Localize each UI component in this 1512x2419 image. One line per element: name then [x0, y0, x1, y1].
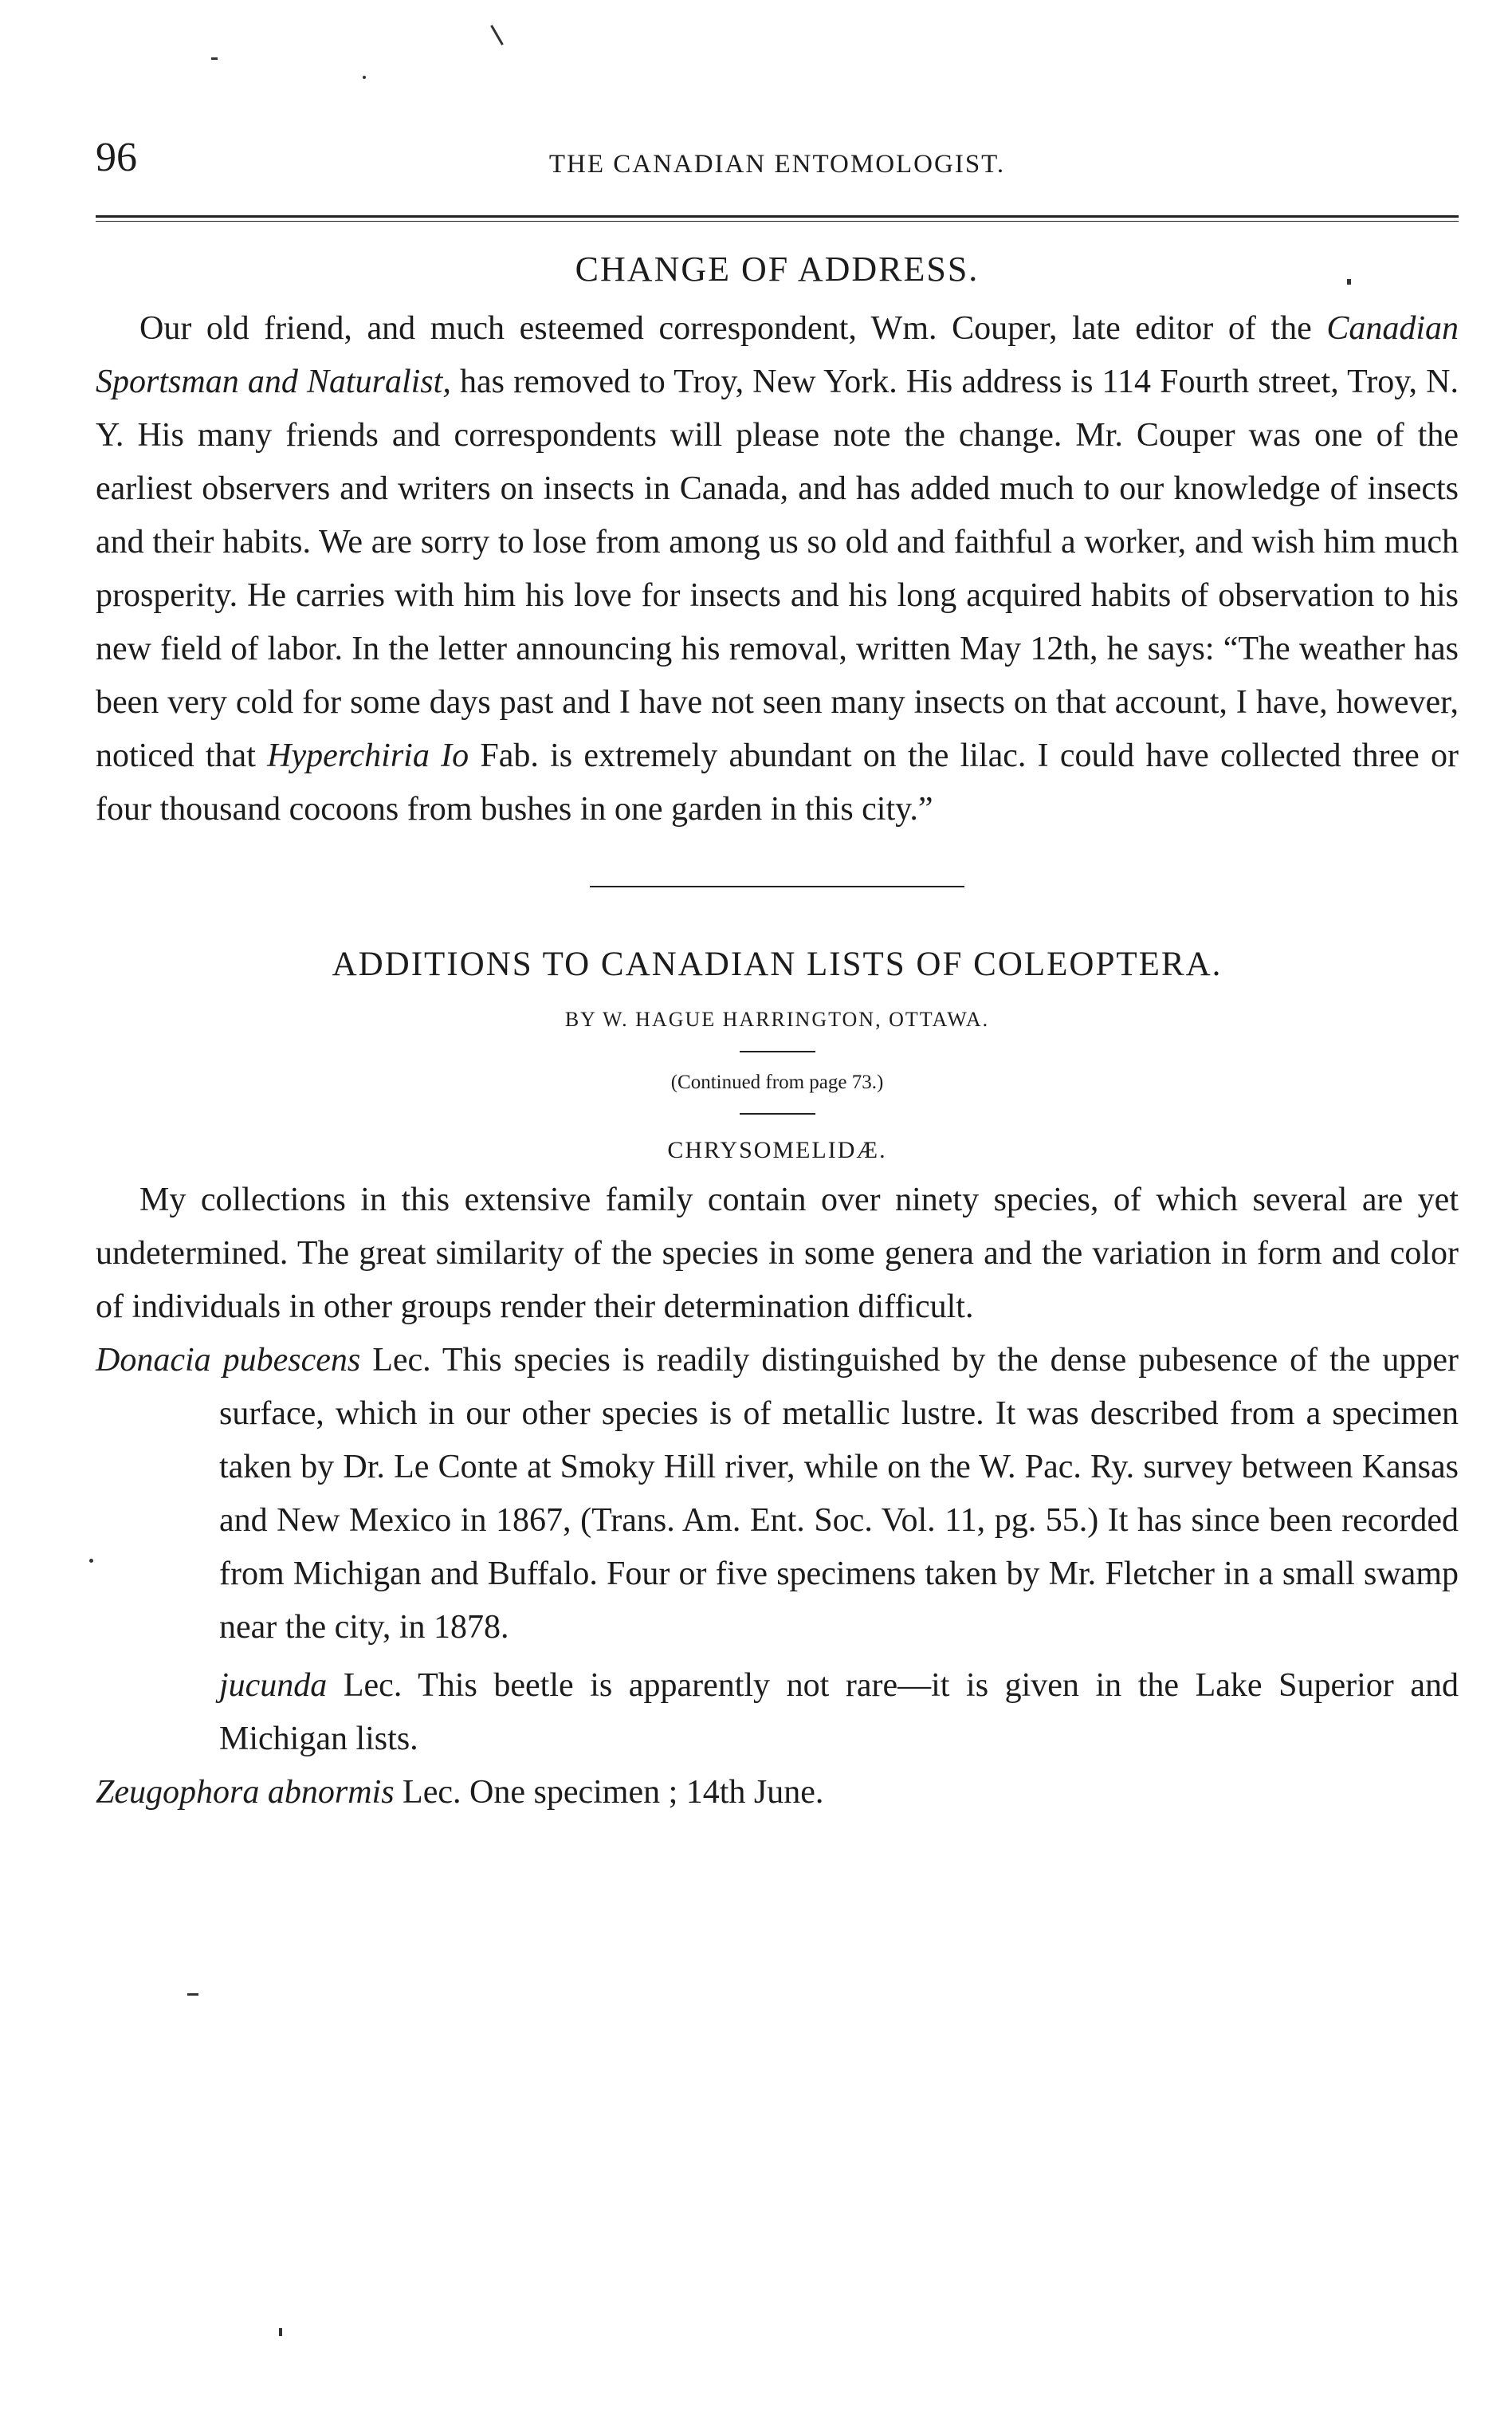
continued-rule [740, 1113, 815, 1115]
scan-speck [279, 2328, 282, 2336]
family-heading: CHRYSOMELIDÆ. [667, 1137, 887, 1163]
species-author: Lec. [360, 1342, 431, 1379]
article-byline: BY W. HAGUE HARRINGTON, OTTAWA. [564, 1008, 990, 1031]
article-intro: My collections in this extensive family contain over ninety species, of which several are yet undetermined. The great similarity of the species in some genera and the variation in form and color of individuals in other groups render their determination difficult. [96, 1182, 1459, 1325]
species-name: jucunda [219, 1667, 328, 1704]
header-rule [96, 215, 1459, 222]
section-divider [590, 886, 964, 887]
article-title: ADDITIONS TO CANADIAN LISTS OF COLEOPTERA. [332, 946, 1223, 983]
coleoptera-article [96, 945, 1459, 1819]
species-text: This beetle is apparently not rare—it is given in the Lake Superior and Michigan lists. [219, 1667, 1459, 1757]
scan-speck [187, 1993, 198, 1996]
section-title: CHANGE OF ADDRESS. [575, 250, 980, 289]
species-entry [96, 1659, 1459, 1766]
species-entry [96, 1334, 1459, 1654]
page-header [96, 96, 1459, 180]
notice-text: Our old friend, and much esteemed correspondent, Wm. Couper, late editor of the [139, 310, 1327, 347]
scan-speck [363, 76, 366, 79]
species-author: Lec. [327, 1667, 403, 1704]
running-title: THE CANADIAN ENTOMOLOGIST. [548, 150, 1006, 179]
species-text: One specimen ; 14th June. [461, 1774, 824, 1811]
scan-speck [89, 1559, 93, 1563]
continued-note: (Continued from page 73.) [670, 1072, 884, 1093]
byline-rule [740, 1051, 815, 1052]
species-entry [96, 1766, 1459, 1819]
scan-speck [211, 57, 218, 60]
notice-text: Fab. is extremely abundant on the lilac. I could have collected three or four thousand cocoons from bushes in one garden in this city.” [96, 738, 1459, 828]
species-name: Hyperchiria Io [267, 738, 469, 774]
page [96, 96, 1459, 1819]
change-of-address-section [96, 249, 1459, 836]
species-text: This species is readily distinguished by the dense pubesence of the upper surface, which in our other species is of metallic lustre. It was described from a specimen taken by Dr. Le Conte at Smoky Hill river, while on the W. Pac. Ry. survey between Kansas and New Mexico in 1867, (Trans. Am. Ent. Soc. Vol. 11, pg. 55.) It has since been recorded from Michigan and Buffalo. Four or five specimens taken by Mr. Fletcher in a small swamp near the city, in 1878. [219, 1342, 1459, 1646]
notice-paragraph [96, 302, 1459, 836]
notice-text: has removed to Troy, New York. His address is 114 Fourth street, Troy, N. Y. His many friends and correspondents will please note the change. Mr. Couper was one of the earliest observers and writers on insects in Canada, and has added much to our knowledge of insects and their habits. We are sorry to lose from among us so old and faithful a worker, and wish him much prosperity. He carries with him his love for insects and his long acquired habits of observation to his new field of labor. In the letter announcing his removal, written May 12th, he says: “The weather has been very cold for some days past and I have not seen many insects on that account, I have, however, noticed that [96, 364, 1459, 774]
scan-speck [490, 25, 504, 45]
species-name: Zeugophora abnormis [96, 1774, 395, 1811]
page-number: 96 [96, 135, 137, 180]
species-author: Lec. [394, 1774, 461, 1811]
species-name: Donacia pubescens [96, 1342, 361, 1379]
publication-title: Canadian Sportsman and Naturalist, [96, 310, 1459, 400]
